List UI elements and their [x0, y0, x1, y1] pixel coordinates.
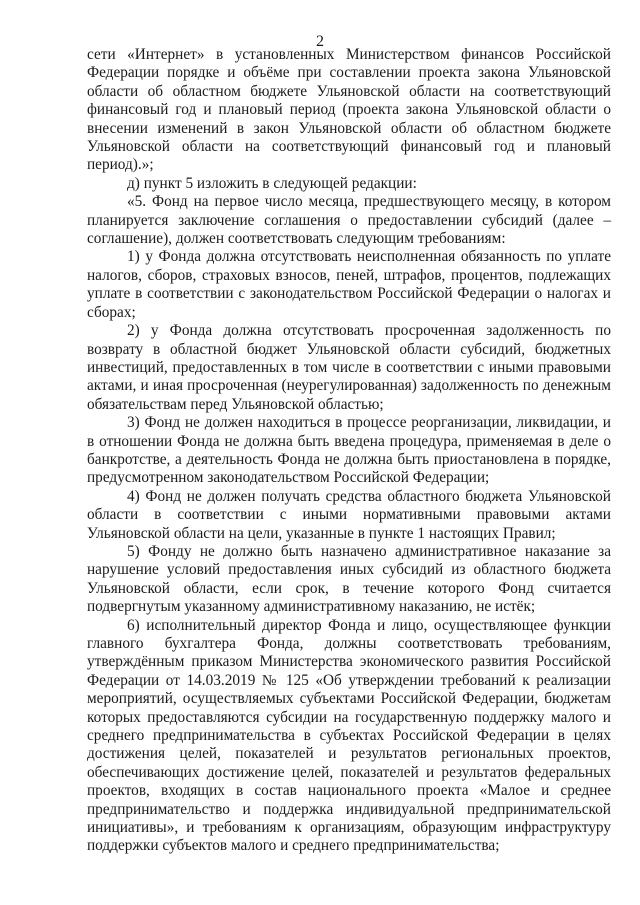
paragraph-requirement-3: 3) Фонд не должен находиться в процессе реорганизации, ликвидации, и в отношении Фонда не должна быть введена процедура, применяемая в деле о банкротстве, а деятельность Фонда не должна быть приостановлена в порядке, предусмотренном законодательством Российской Федерации;: [87, 414, 611, 487]
paragraph-requirement-1: 1) у Фонда должна отсутствовать неисполненная обязанность по уплате налогов, сборов, страховых взносов, пеней, штрафов, процентов, подлежащих уплате в соответствии с законодательством Российской Федерации о налогах и сборах;: [87, 248, 611, 321]
paragraph-subitem-d: д) пункт 5 изложить в следующей редакции:: [127, 174, 417, 192]
paragraph-requirement-5: 5) Фонду не должно быть назначено административное наказание за нарушение условий предоставления иных субсидий из областного бюджета Ульяновской области, если срок, в течение которого Фонд считается подвергнутым указанному административному наказанию, не истёк;: [87, 542, 611, 616]
paragraph-continuation: сети «Интернет» в установленных Министерством финансов Российской Федерации порядке и объёме при составлении проекта закона Ульяновской области об областном бюджете Ульяновской области на соответствующий финансовый год и плановый период (проекта закона Ульяновской области о внесении изменений в закон Ульяновской области об областном бюджете Ульяновской области на соответствующий финансовый год и плановый период).»;: [87, 46, 611, 174]
paragraph-requirement-6: 6) исполнительный директор Фонда и лицо, осуществляющее функции главного бухгалтера Фонда, должны соответствовать требованиям, утверждённым приказом Министерства экономического развития Российской Федерации от 14.03.2019 № 125 «Об утверждении требований к реализации мероприятий, осуществляемых субъектами Российской Федерации, бюджетам которых предоставляются субсидии на государственную поддержку малого и среднего предпринимательства в субъектах Российской Федерации в целях достижения целей, показателей и результатов региональных проектов, обеспечивающих достижение целей, показателей и результатов федеральных проектов, входящих в состав национального проекта «Малое и среднее предпринимательство и поддержка индивидуальной предпринимательской инициативы», и требованиям к организациям, образующим инфраструктуру поддержки субъектов малого и среднего предпринимательства;: [87, 616, 611, 855]
document-body: [87, 46, 611, 856]
paragraph-requirement-2: 2) у Фонда должна отсутствовать просроченная задолженность по возврату в областной бюджет Ульяновской области субсидий, бюджетных инвестиций, предоставленных в том числе в соответствии с иными правовыми актами, и иная просроченная (неурегулированная) задолженность по денежным обязательствам перед Ульяновской областью;: [87, 322, 611, 413]
page-number: 2: [316, 33, 324, 50]
paragraph-point-5-intro: «5. Фонд на первое число месяца, предшествующего месяцу, в котором планируется заключение соглашения о предоставлении субсидий (далее – соглашение), должен соответствовать следующим требованиям:: [87, 193, 611, 248]
paragraph-requirement-4: 4) Фонд не должен получать средства областного бюджета Ульяновской области в соответствии с иными нормативными правовыми актами Ульяновской области на цели, указанные в пункте 1 настоящих Правил;: [87, 487, 611, 542]
